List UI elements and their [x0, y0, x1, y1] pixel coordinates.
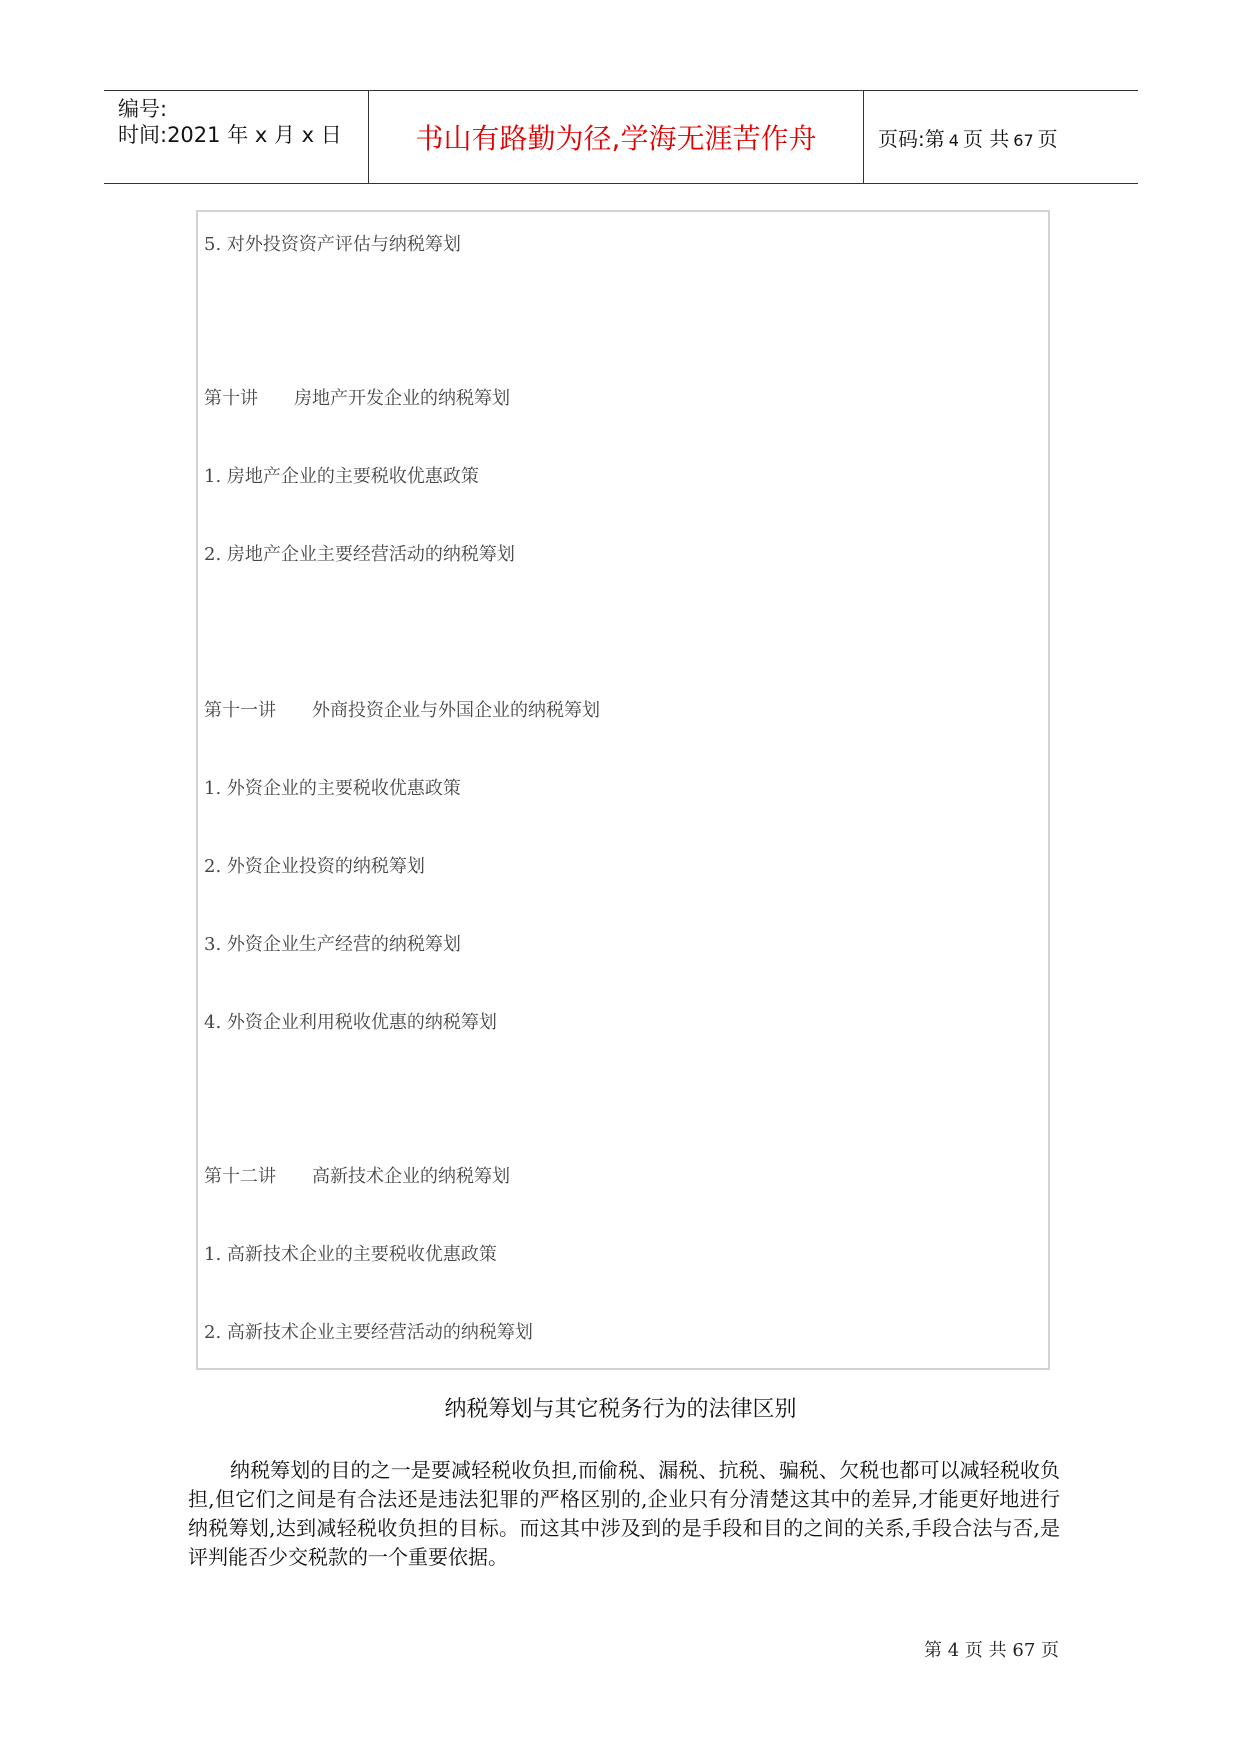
header-meta-cell: [104, 91, 369, 183]
header-motto-cell: [369, 91, 864, 183]
header-page-code: [878, 123, 1058, 152]
syllabus-line: 4. 外资企业利用税收优惠的纳税筹划: [204, 1012, 497, 1033]
section-title: 纳税筹划与其它税务行为的法律区别: [444, 1397, 797, 1422]
page-header: [104, 90, 1138, 184]
syllabus-line: 2. 外资企业投资的纳税筹划: [204, 856, 425, 877]
page-suffix: 页: [1037, 126, 1058, 151]
document-number-label: 编号:: [118, 97, 168, 121]
syllabus-line: 1. 房地产企业的主要税收优惠政策: [204, 466, 479, 487]
page-current: 4: [948, 130, 959, 150]
body-paragraph: 纳税筹划的目的之一是要减轻税收负担,而偷税、漏税、抗税、骗税、欠税也都可以减轻税收负担,但它们之间是有合法还是违法犯罪的严格区别的,企业只有分清楚这其中的差异,才能更好地进行纳税筹划,达到减轻税收负担的目标。而这其中涉及到的是手段和目的之间的关系,手段合法与否,是评判能否少交税款的一个重要依据。: [188, 1458, 1060, 1569]
syllabus-line: 5. 对外投资资产评估与纳税筹划: [204, 234, 461, 255]
syllabus-line: 1. 外资企业的主要税收优惠政策: [204, 778, 461, 799]
document-time-label: 时间:2021 年 x 月 x 日: [118, 123, 342, 147]
lecture-heading: 第十一讲 外商投资企业与外国企业的纳税筹划: [204, 700, 600, 721]
syllabus-line: 1. 高新技术企业的主要税收优惠政策: [204, 1244, 497, 1265]
syllabus-line: 3. 外资企业生产经营的纳税筹划: [204, 934, 461, 955]
lecture-heading: 第十二讲 高新技术企业的纳税筹划: [204, 1166, 510, 1187]
page-prefix: 页码:第: [878, 126, 945, 151]
page-middle: 页 共: [962, 126, 1010, 151]
syllabus-line: 2. 房地产企业主要经营活动的纳税筹划: [204, 544, 515, 565]
page-total: 67: [1013, 130, 1034, 150]
header-page-cell: [864, 91, 1138, 183]
syllabus-box: [196, 210, 1050, 1370]
page-footer: 第 4 页 共 67 页: [924, 1640, 1059, 1661]
syllabus-line: 2. 高新技术企业主要经营活动的纳税筹划: [204, 1322, 533, 1343]
lecture-heading: 第十讲 房地产开发企业的纳税筹划: [204, 388, 510, 409]
header-motto: 书山有路勤为径,学海无涯苦作舟: [415, 122, 817, 155]
